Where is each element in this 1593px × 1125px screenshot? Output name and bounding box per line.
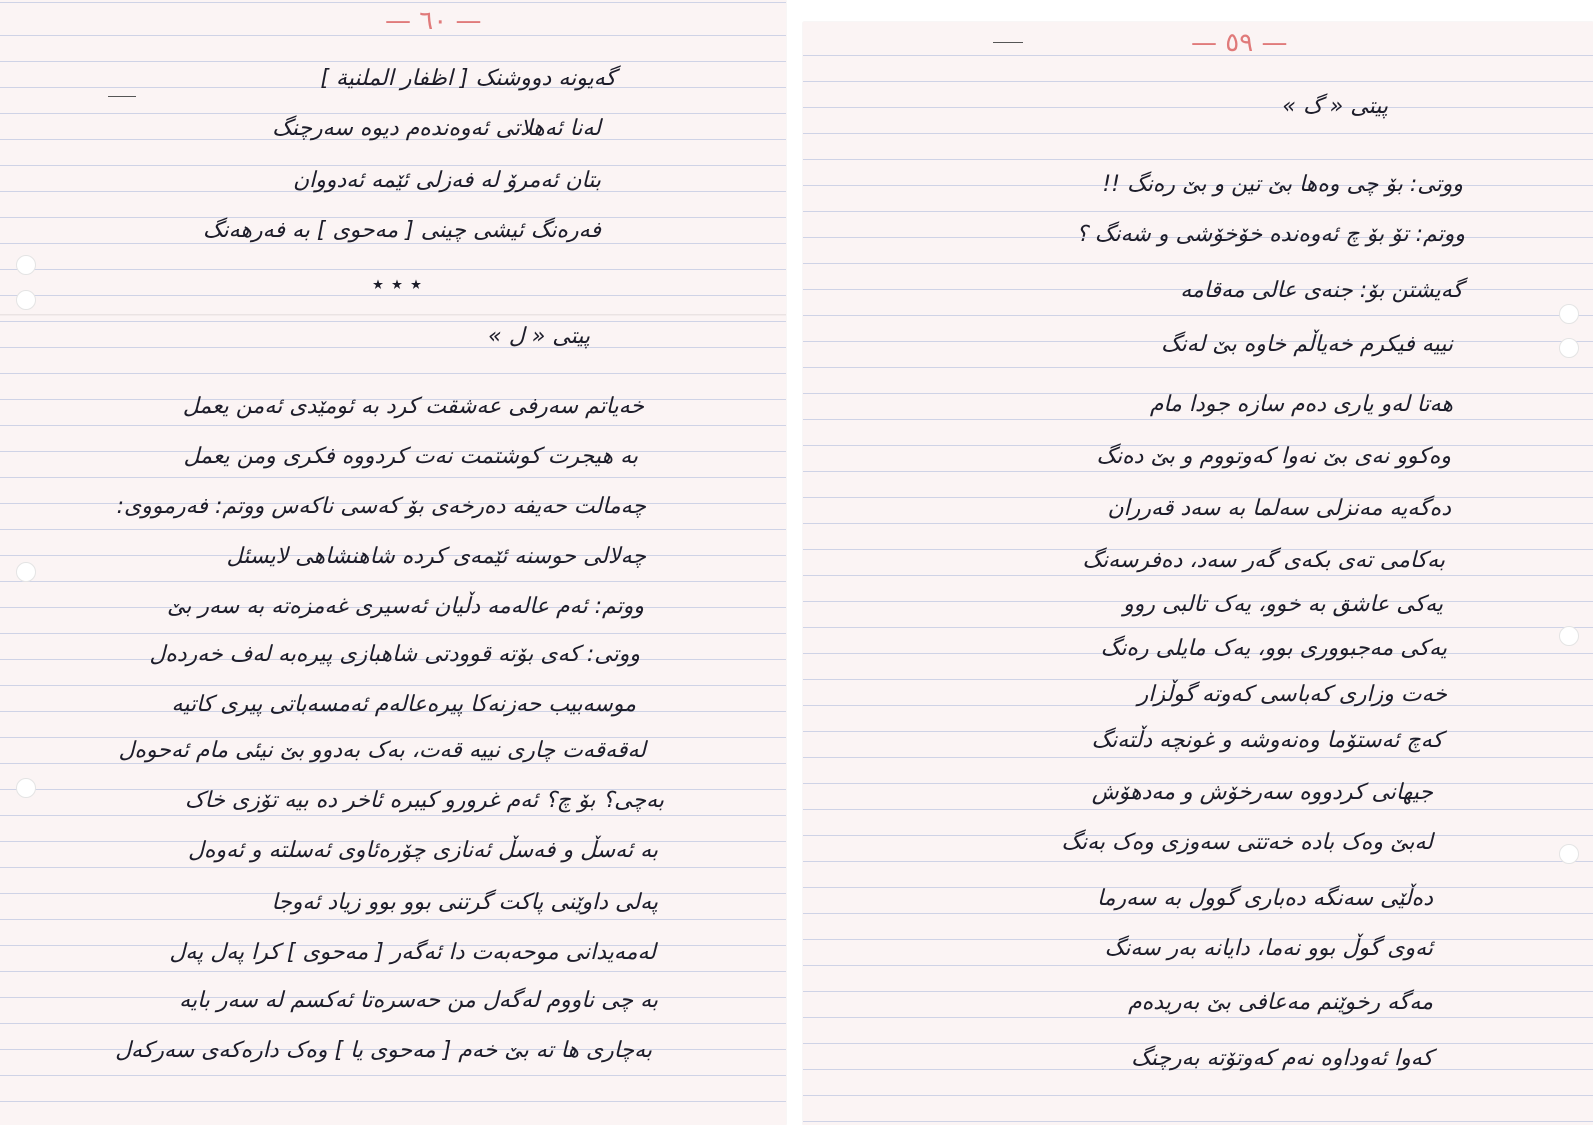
left-notebook-page bbox=[0, 0, 786, 1125]
page-number: — ٥٩ — bbox=[1191, 28, 1288, 58]
verse-line: لەنا ئەهلاتی ئەوەندەم دیوە سەرچنگ bbox=[272, 116, 601, 141]
poem-line: مەگە رخوێنم مەعافی بێ بەریدەم bbox=[1128, 990, 1433, 1015]
poem-line: وەکوو نەی بێ نەوا کەوتووم و بێ دەنگ bbox=[1096, 444, 1451, 469]
poem-line: ووتی: بۆ چی وەها بێ تین و بێ رەنگ !! bbox=[1102, 172, 1463, 197]
binder-hole bbox=[16, 255, 36, 275]
poem-line: خەیاتم سەرفی عەشقت کرد بە ئومێدی ئەمن یعمل bbox=[182, 394, 644, 419]
poem-line: ووتم: ئەم عالەمە دڵیان ئەسیری غەمزەتە بە سەر بێ bbox=[166, 594, 644, 619]
binder-hole bbox=[1559, 304, 1579, 324]
poem-line: دەگەیە مەنزلی سەلما بە سەد قەرران bbox=[1107, 496, 1451, 521]
page-number: — ٦٠ — bbox=[385, 6, 482, 36]
poem-line: کەوا ئەوداوە نەم کەوتۆتە بەرچنگ bbox=[1131, 1046, 1433, 1071]
poem-line: هەتا لەو یاری دەم سازە جودا مام bbox=[1149, 392, 1453, 417]
binder-hole bbox=[1559, 844, 1579, 864]
poem-line: گەیشتن بۆ: جنەی عالی مەقامە bbox=[1180, 278, 1463, 303]
poem-line: بەچی؟ بۆ چ؟ ئەم غرورو کیبرە ئاخر دە بیە تۆزی خاک bbox=[184, 788, 664, 813]
binder-hole bbox=[1559, 626, 1579, 646]
verse-line: گەیونە دووشنک [ اظفار الملنیة ] bbox=[320, 66, 616, 91]
poem-line: ئەوی گوڵ بوو نەما، دایانە بەر سەنگ bbox=[1104, 936, 1433, 961]
page-fold-line bbox=[0, 314, 786, 316]
poem-line: پەلی داوێنی پاکت گرتنی بوو بوو زیاد ئەوجا bbox=[271, 890, 658, 915]
poem-title: پیتی « گ » bbox=[1282, 94, 1388, 119]
poem-line: بە چی ناووم لەگەل من حەسرەتا ئەکسم لە سەر بایە bbox=[179, 988, 658, 1013]
pen-mark bbox=[993, 42, 1023, 43]
poem-line: بە هیجرت کوشتمت نەت کردووە فکری ومن یعمل bbox=[183, 444, 638, 469]
poem-line: لەمەیدانی موحەبەت دا ئەگەر [ مەحوی ] کرا پەل پەل bbox=[169, 940, 656, 965]
poem-line: بەکامی تەی بکەی گەر سەد، دەفرسەنگ bbox=[1082, 548, 1445, 573]
poem-title: پیتی « ل » bbox=[488, 324, 590, 349]
poem-line: خەت وزاری کەباسی کەوتە گوڵزار bbox=[1137, 682, 1447, 707]
verse-line: بتان ئەمرۆ لە فەزلی ئێمە ئەدووان bbox=[292, 168, 601, 193]
poem-line: چەمالت حەیفە دەرخەی بۆ کەسی ناکەس ووتم: فەرمووی: bbox=[116, 494, 646, 519]
binder-hole bbox=[1559, 338, 1579, 358]
verse-line: فەرەنگ ئیشی چینی [ مەحوی ] بە فەرهەنگ bbox=[202, 218, 601, 243]
poem-line: کەچ ئەستۆما وەنەوشە و غونچە دڵتەنگ bbox=[1091, 728, 1443, 753]
poem-line: ووتم: تۆ بۆ چ ئەوەندە خۆخۆشی و شەنگ ؟ bbox=[1076, 222, 1465, 247]
poem-line: بەچاری ها تە بێ خەم [ مەحوی یا ] وەک دارەکەی سەرکەل bbox=[115, 1038, 652, 1063]
poem-line: لەقەقەت چاری نییە قەت، بەک بەدوو بێ نیئی مام ئەحوەل bbox=[118, 738, 646, 763]
poem-line: دەڵێی سەنگە دەباری گوول بە سەرما bbox=[1097, 886, 1433, 911]
poem-line: ووتی: کەی بۆتە قوودتی شاهبازی پیرەبە لەف خەردەل bbox=[149, 642, 640, 667]
poem-line: بە ئەسڵ و فەسڵ ئەنازی چۆرەئاوی ئەسلتە و ئەوەل bbox=[187, 838, 658, 863]
poem-line: یەکی عاشق بە خوو، یەک تالبی روو bbox=[1123, 592, 1443, 617]
binder-hole bbox=[16, 562, 36, 582]
poem-line: جیهانی کردووە سەرخۆش و مەدهۆش bbox=[1091, 780, 1433, 805]
poem-line: یەکی مەجبووری بوو، یەک مایلی رەنگ bbox=[1100, 636, 1447, 661]
pen-mark bbox=[108, 96, 136, 97]
poem-line: نییە فیکرم خەیاڵم خاوە بێ لەنگ bbox=[1160, 332, 1453, 357]
poem-line: لەبێ وەک بادە خەتتی سەوزی وەک بەنگ bbox=[1061, 830, 1433, 855]
poem-line: موسەبیب حەزنەکا پیرەعالەم ئەمسەباتی پیری کاتیە bbox=[171, 692, 636, 717]
section-separator: ٭ ٭ ٭ bbox=[372, 272, 422, 297]
binder-hole bbox=[16, 778, 36, 798]
binder-hole bbox=[16, 290, 36, 310]
right-notebook-page bbox=[803, 22, 1593, 1125]
poem-line: چەلالی حوسنە ئێمەی کردە شاهنشاهی لایسئل bbox=[226, 544, 646, 569]
